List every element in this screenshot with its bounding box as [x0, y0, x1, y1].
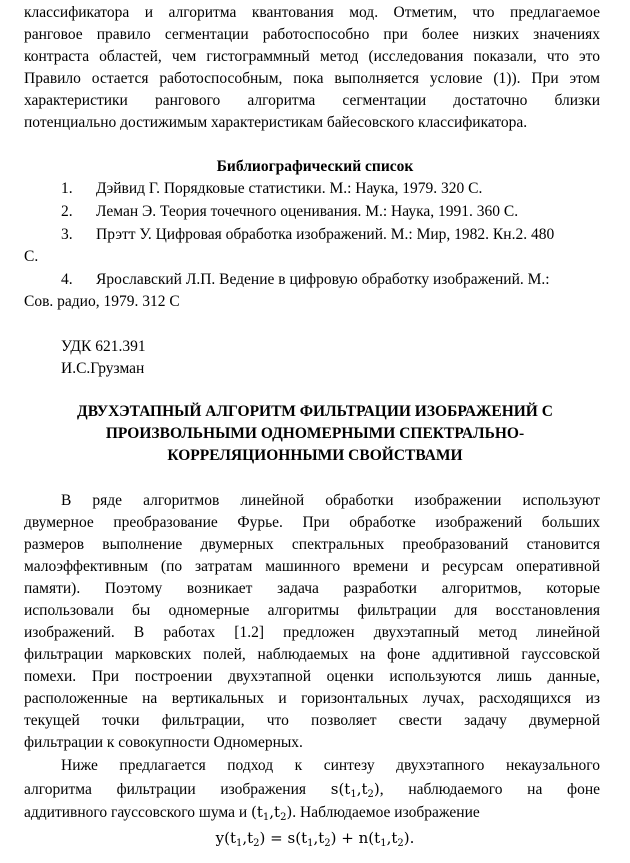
bibliography-item-number: 3. [61, 226, 73, 243]
body-line-11: текущей точки фильтрации, что позволяет свести задачу двумерной [24, 712, 600, 729]
article-title-line-3: КОРРЕЛЯЦИОННЫМИ СВОЙСТВАМИ [167, 447, 463, 464]
second-paragraph-text: аддитивного гауссовского шума и [24, 804, 248, 821]
display-formula [0, 827, 630, 855]
body-line-10: расположенные на вертикальных и горизонтальных лучах, расходящихся из [24, 690, 600, 707]
formula-symbol: ,t [386, 829, 398, 847]
article-title-line-2: ПРОИЗВОЛЬНЫМИ ОДНОМЕРНЫМИ СПЕКТРАЛЬНО- [105, 425, 525, 442]
formula-symbol: ,t [269, 803, 281, 821]
body-line-12: фильтрации к совокупности Одномерных. [24, 734, 303, 751]
body-line-5: памяти). Поэтому возникает задача разработки алгоритмов, которые [24, 580, 600, 597]
second-paragraph-line-3 [24, 801, 624, 829]
inline-formula-t [251, 803, 292, 821]
intro-line-1: классификатора и алгоритма квантования мод. Отметим, что предлагаемое [24, 4, 600, 21]
article-title-line-1: ДВУХЭТАПНЫЙ АЛГОРИТМ ФИЛЬТРАЦИИ ИЗОБРАЖЕНИЙ С [77, 403, 553, 420]
body-line-8: фильтрации марковских полей, наблюдаемых на фоне аддитивной гауссовской [24, 646, 600, 663]
second-paragraph-line-1: Ниже предлагается подход к синтезу двухэтапного некаузального [61, 757, 600, 774]
formula-symbol: s [287, 829, 296, 847]
body-line-9: помехи. При построении двухэтапной оценки используются лишь данные, [24, 668, 600, 685]
formula-symbol: ) [259, 829, 266, 847]
intro-line-3: контраста областей, чем гистограммный метод (исследования показали, что это [24, 48, 600, 65]
formula-symbol: ) [373, 780, 380, 798]
formula-symbol: (t [251, 803, 263, 821]
bibliography-title: Библиографический список [216, 158, 414, 175]
udk-code: УДК 621.391 [61, 338, 146, 355]
formula-symbol: ,t [242, 829, 254, 847]
formula-symbol: (t [295, 829, 308, 847]
formula-symbol: ) [286, 803, 293, 821]
inline-formula-s [331, 780, 380, 798]
formula-subscript: 1 [262, 812, 270, 823]
bibliography-item-continuation: Сов. радио, 1979. 312 С [24, 293, 180, 310]
body-line-3: размеров выполнение двумерных спектральных преобразований становится [24, 536, 600, 553]
bibliography-item-text: Леман Э. Теория точечного оценивания. М.: Наука, 1991. 360 С. [96, 203, 519, 220]
bibliography-item-continuation: С. [24, 248, 39, 265]
formula-subscript: 2 [280, 812, 287, 823]
formula-subscript: 1 [380, 838, 387, 849]
bibliography-item-text: Прэтт У. Цифровая обработка изображений. М.: Мир, 1982. Кн.2. 480 [96, 226, 555, 243]
formula-subscript: 1 [236, 838, 243, 849]
body-line-7: изображений. В работах [1.2] предложен двухэтапный метод линейной [24, 624, 600, 641]
formula-subscript: 2 [324, 838, 331, 849]
body-line-2: двумерное преобразование Фурье. При обработке изображений больших [24, 514, 600, 531]
bibliography-item [61, 224, 600, 246]
bibliography-item-text: Дэйвид Г. Порядковые статистики. М.: Наука, 1979. 320 С. [96, 180, 483, 197]
formula-symbol: (t [224, 829, 236, 847]
intro-line-5: характеристики рангового алгоритма сегментации достаточно близки [24, 92, 600, 109]
formula-symbol: ,t [356, 780, 368, 798]
formula-symbol: n [358, 829, 369, 847]
formula-symbol: (t [338, 780, 351, 798]
bibliography-item-text: Ярославский Л.П. Ведение в цифровую обработку изображений. М.: [96, 271, 550, 288]
formula-symbol: ) [330, 829, 337, 847]
second-paragraph-text: , наблюдаемого на фоне [379, 781, 600, 798]
formula-symbol: (t [368, 829, 381, 847]
bibliography-item-number: 1. [61, 180, 73, 197]
formula-symbol: s [330, 780, 339, 798]
bibliography-item [61, 269, 600, 291]
second-paragraph-text: . Наблюдаемое изображение [292, 804, 480, 821]
formula-symbol: ) [403, 829, 410, 847]
body-line-4: малоэффективным (по затратам машинного времени и ресурсам оперативной [24, 558, 600, 575]
intro-line-2: ранговое правило сегментации работоспособно при более низких значениях [24, 26, 600, 43]
formula-subscript: 2 [397, 838, 404, 849]
body-line-6: использовали бы одномерные алгоритмы фильтрации для восстановления [24, 602, 600, 619]
bibliography-item [61, 178, 630, 200]
bibliography-item-number: 4. [61, 271, 73, 288]
formula-operator: = [265, 829, 288, 847]
formula-operator: + [336, 829, 359, 847]
body-line-1: В ряде алгоритмов линейной обработки изображении используют [61, 492, 600, 509]
formula-symbol: . [409, 829, 415, 847]
intro-line-6: потенциально достижимым характеристикам байесовского классификатора. [24, 114, 528, 131]
formula-subscript: 2 [367, 789, 374, 800]
formula-subscript: 1 [307, 838, 314, 849]
formula-subscript: 1 [350, 789, 357, 800]
formula-symbol: y [215, 829, 225, 847]
bibliography-item-number: 2. [61, 203, 73, 220]
formula-symbol: ,t [313, 829, 325, 847]
author-name: И.С.Грузман [61, 360, 145, 377]
second-paragraph-text: алгоритма фильтрации изображения [24, 781, 307, 798]
bibliography-item [61, 201, 630, 223]
intro-line-4: Правило остается работоспособным, пока выполняется условие (1)). При этом [24, 70, 600, 87]
formula-subscript: 2 [253, 838, 260, 849]
